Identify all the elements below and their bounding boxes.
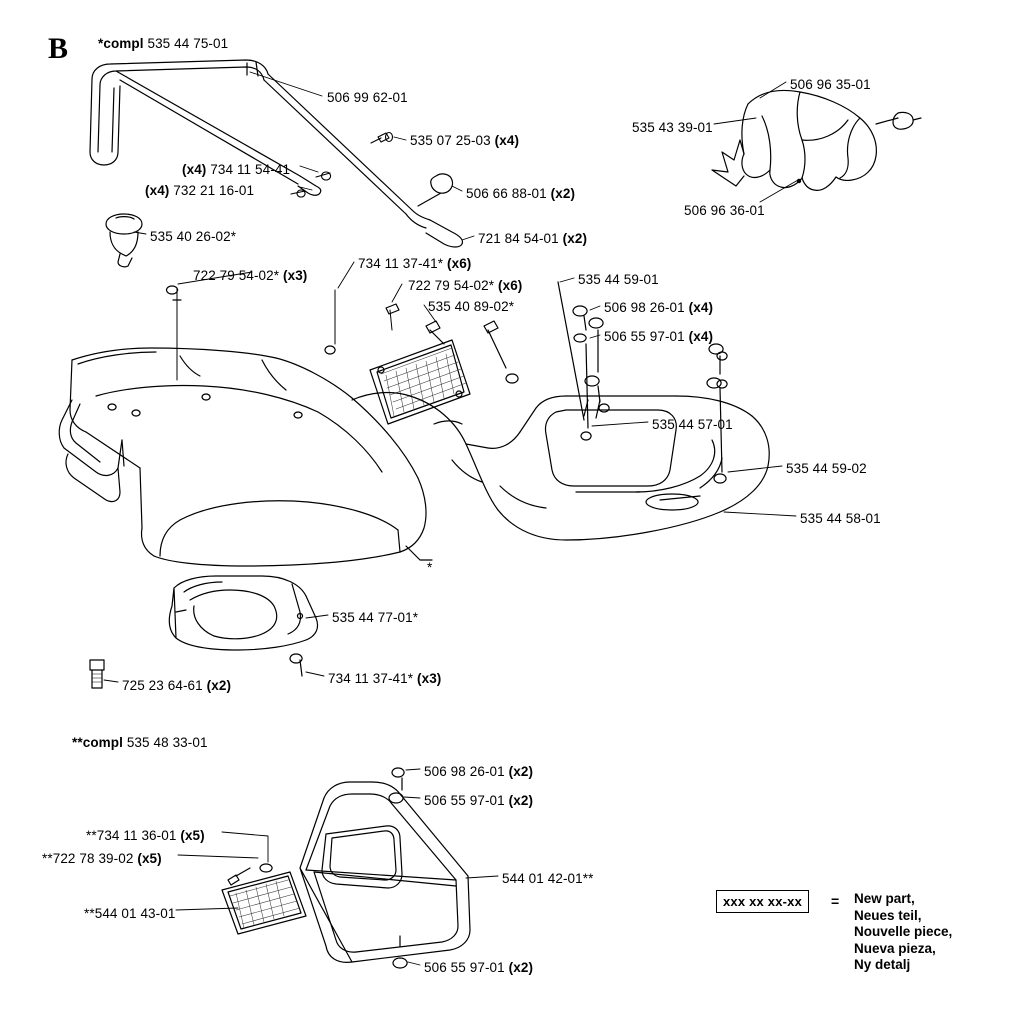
callout-535-44-77-01	[332, 610, 418, 626]
compl-bottom-number: 535 48 33-01	[126, 735, 208, 750]
part-qty: (x2)	[562, 231, 588, 246]
part-qty: (x4)	[145, 183, 170, 198]
callout-506-55-97-01-x4	[604, 329, 713, 345]
part-number: 721 84 54-01	[478, 231, 559, 246]
callout-734-11-37-41-x6	[358, 256, 471, 272]
part-qty: (x5)	[180, 828, 205, 843]
part-number: 722 79 54-02*	[193, 268, 280, 283]
part-qty: (x3)	[416, 671, 442, 686]
callout-725-23-64-61	[122, 678, 231, 694]
part-qty: (x2)	[508, 764, 534, 779]
callout-535-44-59-02	[786, 461, 867, 477]
callout-535-07-25-03	[410, 133, 519, 149]
part-number: 535 40 26-02*	[150, 229, 237, 244]
part-number: 506 55 97-01	[604, 329, 685, 344]
callout-535-44-59-01	[578, 272, 659, 288]
part-qty: (x5)	[137, 851, 162, 866]
callout-asterisk-marker	[427, 560, 432, 576]
part-number: 506 99 62-01	[327, 90, 408, 105]
part-number: 506 98 26-01	[424, 764, 505, 779]
callout-734-11-54-41	[182, 162, 290, 178]
part-number: 535 44 57-01	[652, 417, 733, 432]
part-number: 544 01 42-01**	[502, 871, 594, 886]
part-qty: (x3)	[282, 268, 308, 283]
part-number: 506 96 35-01	[790, 77, 871, 92]
callout-732-21-16-01	[145, 183, 254, 199]
part-qty: (x2)	[508, 793, 534, 808]
callout-544-01-43-01	[84, 906, 175, 922]
callout-535-43-39-01	[632, 120, 713, 136]
part-number: 535 44 59-02	[786, 461, 867, 476]
part-number: 506 66 88-01	[466, 186, 547, 201]
part-number: 734 11 54-41	[210, 162, 291, 177]
callout-721-84-54-01	[478, 231, 587, 247]
part-number: 722 79 54-02*	[408, 278, 495, 293]
callout-506-66-88-01	[466, 186, 575, 202]
part-number: 535 07 25-03	[410, 133, 491, 148]
part-qty: (x2)	[550, 186, 576, 201]
part-number: 535 40 89-02*	[428, 299, 515, 314]
part-qty: (x2)	[206, 678, 232, 693]
legend-code-box: xxx xx xx-xx	[716, 890, 809, 913]
callout-734-11-37-41-x3	[328, 671, 441, 687]
callout-506-96-36-01	[684, 203, 765, 219]
legend-line-2: Neues teil,	[854, 907, 922, 923]
callout-722-79-54-02-x6	[408, 278, 522, 294]
part-number: 506 98 26-01	[604, 300, 685, 315]
part-number: **544 01 43-01	[84, 906, 176, 921]
part-qty: (x4)	[688, 300, 714, 315]
callout-535-40-26-02	[150, 229, 236, 245]
callout-535-44-58-01	[800, 511, 881, 527]
compl-top-number: 535 44 75-01	[147, 36, 229, 51]
part-qty: (x6)	[446, 256, 472, 271]
part-number: 506 55 97-01	[424, 793, 505, 808]
callout-506-55-97-01-x2-bottom	[424, 960, 533, 976]
part-qty: (x2)	[508, 960, 534, 975]
legend-line-5: Ny detalj	[854, 957, 911, 972]
legend-line-4: Nueva pieza,	[854, 940, 936, 956]
callout-506-96-35-01	[790, 77, 871, 93]
callout-722-78-39-02	[42, 851, 162, 867]
callout-734-11-36-01	[86, 828, 205, 844]
part-number: 535 43 39-01	[632, 120, 713, 135]
legend-equals: =	[831, 893, 840, 909]
compl-top-prefix: *compl	[98, 36, 144, 51]
part-qty: (x6)	[497, 278, 523, 293]
part-number: 734 11 37-41*	[358, 256, 444, 271]
compl-top-label	[98, 36, 228, 52]
part-number: **722 78 39-02	[42, 851, 134, 866]
part-qty: (x4)	[494, 133, 520, 148]
callout-506-98-26-01-x4	[604, 300, 713, 316]
legend-text	[854, 891, 952, 974]
callout-506-55-97-01-x2-top	[424, 793, 533, 809]
callout-506-98-26-01-x2	[424, 764, 533, 780]
compl-bottom-prefix: **compl	[72, 735, 123, 750]
callout-535-44-57-01	[652, 417, 733, 433]
part-qty: (x4)	[688, 329, 714, 344]
legend-line-1: New part,	[854, 891, 915, 906]
callout-722-79-54-02-x3	[193, 268, 307, 284]
part-number: 535 44 59-01	[578, 272, 659, 287]
callout-506-99-62-01	[327, 90, 408, 106]
part-qty: (x4)	[182, 162, 207, 177]
part-number: 506 55 97-01	[424, 960, 505, 975]
part-number: **734 11 36-01	[86, 828, 177, 843]
part-number: 725 23 64-61	[122, 678, 203, 693]
part-number: 732 21 16-01	[173, 183, 255, 198]
part-number: 535 44 58-01	[800, 511, 881, 526]
callout-544-01-42-01	[502, 871, 593, 887]
part-number: *	[427, 560, 433, 575]
compl-bottom-label	[72, 735, 208, 751]
callout-535-40-89-02	[428, 299, 514, 315]
section-letter: B	[48, 32, 69, 65]
legend-line-3: Nouvelle piece,	[854, 924, 953, 939]
part-number: 506 96 36-01	[684, 203, 765, 218]
part-number: 535 44 77-01*	[332, 610, 419, 625]
part-number: 734 11 37-41*	[328, 671, 414, 686]
